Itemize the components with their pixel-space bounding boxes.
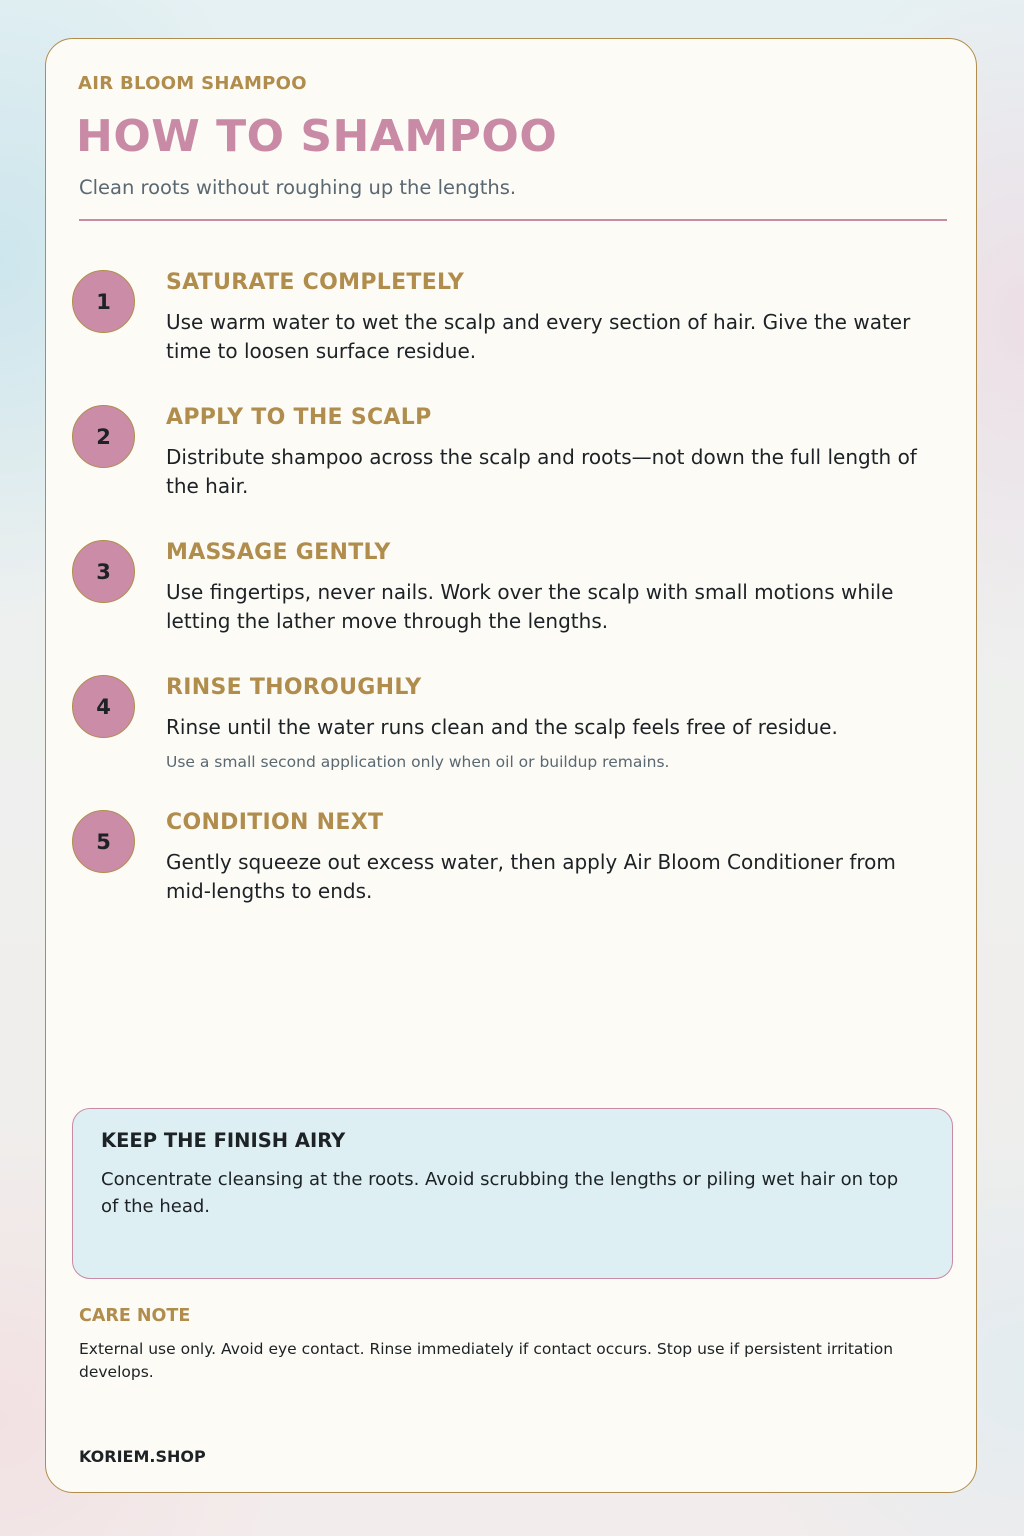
step-description: Use warm water to wet the scalp and every section of hair. Give the water time to loosen surface residue.: [166, 310, 911, 363]
step-title: MASSAGE GENTLY: [166, 540, 391, 565]
step-title: CONDITION NEXT: [166, 810, 384, 835]
step-note: Use a small second application only when oil or buildup remains.: [166, 753, 670, 771]
product-name: AIR BLOOM SHAMPOO: [78, 73, 307, 94]
care-note-title: CARE NOTE: [79, 1306, 191, 1326]
step-number-badge: 1: [72, 270, 135, 333]
tip-title: KEEP THE FINISH AIRY: [101, 1129, 346, 1152]
step-description: Rinse until the water runs clean and the scalp feels free of residue.: [166, 715, 838, 739]
step-number-badge: 4: [72, 675, 135, 738]
tip-body: Concentrate cleansing at the roots. Avoid scrubbing the lengths or piling wet hair on top of the head.: [101, 1169, 899, 1217]
step-description: Use fingertips, never nails. Work over the scalp with small motions while letting the lather move through the lengths.: [166, 580, 894, 633]
tip-box: [72, 1108, 953, 1279]
care-note-body: External use only. Avoid eye contact. Rinse immediately if contact occurs. Stop use if persistent irritation develops.: [79, 1340, 894, 1381]
page-title: HOW TO SHAMPOO: [76, 111, 558, 162]
title-divider: [79, 219, 947, 221]
step-title: APPLY TO THE SCALP: [166, 405, 432, 430]
step-description: Gently squeeze out excess water, then apply Air Bloom Conditioner from mid-lengths to ends.: [166, 850, 896, 903]
footer-site: KORIEM.SHOP: [79, 1447, 206, 1466]
step-number-badge: 2: [72, 405, 135, 468]
step-number-badge: 3: [72, 540, 135, 603]
step-title: SATURATE COMPLETELY: [166, 270, 465, 295]
page-subtitle: Clean roots without roughing up the lengths.: [79, 176, 517, 199]
step-description: Distribute shampoo across the scalp and roots—not down the full length of the hair.: [166, 445, 917, 498]
instruction-card: [45, 38, 977, 1493]
step-number-badge: 5: [72, 810, 135, 873]
step-title: RINSE THOROUGHLY: [166, 675, 422, 700]
